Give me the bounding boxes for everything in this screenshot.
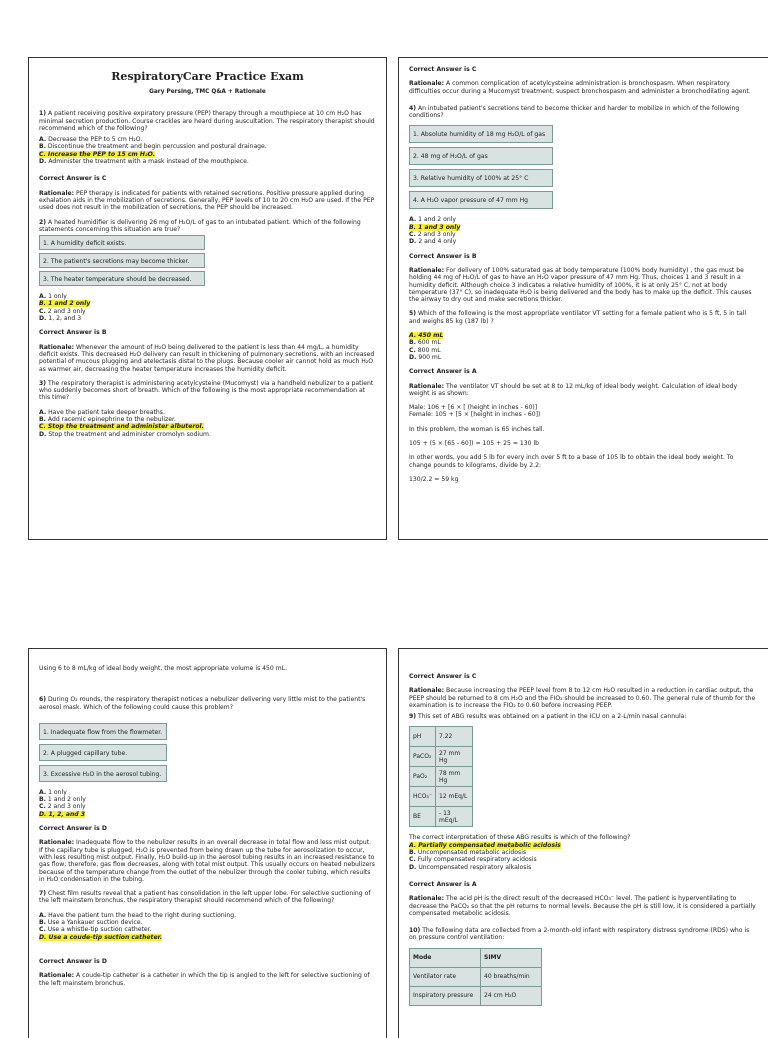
option-d-correct: D. Use a coude-tip suction catheter. bbox=[39, 933, 163, 941]
correct-answer: Correct Answer is C bbox=[409, 673, 477, 680]
option-b: B. 1 and 2 only bbox=[39, 796, 86, 804]
option-b: B. Discontinue the treatment and begin percussion and postural drainage. bbox=[39, 143, 267, 151]
abg-label: BE bbox=[410, 807, 436, 827]
vent-value: SIMV bbox=[481, 948, 542, 967]
question-6: 6) During O₂ rounds, the respiratory therapist notices a nebulizer delivering very little mist to the patient's aerosol mask. Which of the following could cause this problem? bbox=[39, 696, 366, 711]
option-a: A. 1 only bbox=[39, 293, 67, 301]
correct-answer: Correct Answer is A bbox=[409, 880, 477, 888]
abg-table bbox=[409, 726, 473, 827]
option-c: C. 2 and 3 only bbox=[39, 803, 86, 811]
option-d: D. Uncompensated respiratory alkalosis bbox=[409, 863, 532, 871]
abg-label: PaO₂ bbox=[410, 767, 436, 787]
table-row bbox=[410, 727, 473, 747]
abg-value: 78 mm Hg bbox=[436, 767, 473, 787]
option-b: B. Add racemic epinephrine to the nebulizer. bbox=[39, 416, 176, 424]
question-7: 7) Chest film results reveal that a patient has consolidation in the left upper lobe. For selective suctioning of the left mainstem bronchus, the respiratory therapist should recommend which of the following? bbox=[39, 890, 371, 905]
option-a: A. 1 only bbox=[39, 788, 67, 796]
abg-value: 7.22 bbox=[436, 727, 473, 747]
vent-value: 40 breaths/min bbox=[481, 967, 542, 986]
abg-label: HCO₃⁻ bbox=[410, 787, 436, 807]
statement-item: 3. Excessive H₂O in the aerosol tubing. bbox=[39, 765, 167, 782]
rationale: Rationale: Because increasing the PEEP level from 8 to 12 cm H₂O resulted in a reduction in cardiac output, the PEEP should be returned to 8 cm H₂O and the FIO₂ should be increased to 0.60. The general rule of thumb for the examination is to increase the FIO₂ to 0.60 before increasing PEEP. bbox=[409, 687, 756, 709]
correct-answer: Correct Answer is B bbox=[39, 329, 107, 337]
option-a-correct: A. Partially compensated metabolic acidosis bbox=[409, 841, 561, 849]
option-d: D. Administer the treatment with a mask instead of the mouthpiece. bbox=[39, 158, 249, 166]
option-c: C. Fully compensated respiratory acidosis bbox=[409, 856, 537, 864]
option-d: D. 900 mL bbox=[409, 353, 442, 361]
calc-formula: 105 + (5 × [65 - 60]) = 105 + 25 = 130 lb bbox=[409, 440, 540, 448]
option-d: D. 1, 2, and 3 bbox=[39, 315, 82, 323]
option-d-correct: D. 1, 2, and 3 bbox=[39, 810, 86, 818]
correct-answer: Correct Answer is C bbox=[409, 66, 477, 73]
abg-label: PaCO₂ bbox=[410, 747, 436, 767]
option-b: B. 600 mL bbox=[409, 339, 441, 347]
rationale: Rationale: For delivery of 100% saturated gas at body temperature (100% body humidity) , the gas must be holding 44 mg of H₂O/L of gas to have an H₂O vapor pressure of 47 mm Hg. Thus, choices 1 and 3 result in a humidity deficit. Although choice 3 indicates a relative humidity of 100%, it is at only 25° C, not at body temperature (37° C), so inadequate H₂O is being delivered and the body has to make up the deficit. This causes the airway to dry out and make secretions thicker. bbox=[409, 266, 752, 304]
statement-item: 4. A H₂O vapor pressure of 47 mm Hg bbox=[409, 191, 553, 209]
option-c-correct: C. Increase the PEP to 15 cm H₂O. bbox=[39, 150, 156, 158]
abg-label: pH bbox=[410, 727, 436, 747]
calc-text: In this problem, the woman is 65 inches tall. bbox=[409, 425, 545, 433]
option-b-correct: B. 1 and 3 only bbox=[409, 223, 461, 231]
question-10: 10) The following data are collected from a 2-month-old infant with respiratory distress syndrome (RDS) who is on pressure control ventilation: bbox=[409, 927, 750, 942]
option-b: B. Uncompensated metabolic acidosis bbox=[409, 849, 527, 857]
table-row bbox=[410, 767, 473, 787]
vent-label: Inspiratory pressure bbox=[410, 986, 481, 1005]
table-row bbox=[410, 948, 542, 967]
option-b: B. Use a Yankauer suction device. bbox=[39, 919, 143, 927]
abg-value: - 13 mEq/L bbox=[436, 807, 473, 827]
vent-label: Ventilator rate bbox=[410, 967, 481, 986]
statement-item: 2. A plugged capillary tube. bbox=[39, 744, 167, 761]
option-b-correct: B. 1 and 2 only bbox=[39, 300, 91, 308]
rationale: Rationale: A common complication of acetylcysteine administration is bronchospasm. When respiratory difficulties occur during a Mucomyst treatment, suspect bronchospasm and administer a bronchodilating agent. bbox=[409, 80, 751, 95]
intro-text: Using 6 to 8 mL/kg of ideal body weight, the most appropriate volume is 450 mL. bbox=[39, 665, 288, 672]
correct-answer: Correct Answer is B bbox=[409, 252, 477, 260]
table-row bbox=[410, 807, 473, 827]
option-c: C. Use a whistle-tip suction catheter. bbox=[39, 926, 152, 934]
rationale: Rationale: Whenever the amount of H₂O being delivered to the patient is less than 44 mg/L, a humidity deficit exists. This decreased H₂O delivery can result in thickening of pulmonary secretions, with an increased potential of mucous plugging and atelectasis distal to the plugs. Because cooler air cannot hold as much H₂O as warmer air, decreasing the heater temperature increases the humidity deficit. bbox=[39, 343, 375, 373]
correct-answer: Correct Answer is A bbox=[409, 368, 477, 376]
statement-item: 1. Inadequate flow from the flowmeter. bbox=[39, 723, 167, 740]
statement-item: 3. Relative humidity of 100% at 25° C bbox=[409, 169, 553, 187]
option-a: A. Decrease the PEP to 5 cm H₂O. bbox=[39, 136, 143, 144]
page-2 bbox=[398, 57, 768, 540]
table-row bbox=[410, 967, 542, 986]
question-1: 1) A patient receiving positive expiratory pressure (PEP) therapy through a mouthpiece at 10 cm H₂O has minimal secretion production. Course crackles are heard during auscultation. The respiratory therapist should recommend which of the following? bbox=[39, 110, 375, 132]
correct-answer: Correct Answer is D bbox=[39, 825, 107, 833]
table-row bbox=[410, 986, 542, 1005]
vent-label: Mode bbox=[410, 948, 481, 967]
page-1 bbox=[28, 57, 387, 540]
question-2: 2) A heated humidifier is delivering 26 mg of H₂O/L of gas to an intubated patient. Which of the following statements concerning this situation are true? bbox=[39, 218, 361, 233]
formula-male: Male: 106 + [6 × [ (height in inches - 60)] bbox=[409, 404, 538, 412]
statement-item: 2. 48 mg of H₂O/L of gas bbox=[409, 147, 553, 165]
page-4 bbox=[398, 648, 768, 1038]
statement-list bbox=[39, 723, 167, 782]
question-4: 4) An intubated patient's secretions tend to become thicker and harder to mobilize in which of the following conditions? bbox=[409, 104, 740, 120]
rationale: Rationale: The acid pH is the direct result of the decreased HCO₃⁻ level. The patient is hyperventilating to decrease the PaCO₂ so that the pH returns to normal levels. Because the pH is still low, it is considered a partially compensated metabolic acidosis. bbox=[409, 895, 756, 917]
statement-item: 1. A humidity deficit exists. bbox=[39, 235, 205, 250]
option-a: A. Have the patient take deeper breaths. bbox=[39, 408, 165, 416]
document-subtitle: Gary Persing, TMC Q&A + Rationale bbox=[149, 89, 266, 95]
vent-value: 24 cm H₂O bbox=[481, 986, 542, 1005]
question-5: 5) Which of the following is the most appropriate ventilator VT setting for a female patient who is 5 ft, 5 in tall and weighs 85 kg (187 lb) ? bbox=[409, 310, 747, 325]
rationale: Rationale: Inadequate flow to the nebulizer results in an overall decrease in total flow and less mist output. If the capillary tube is plugged, H₂O is prevented from being drawn up the tube for aerosolization to occur, with less resulting mist output. Finally, H₂O build-up in the aerosol tubing results in an increased resistance to gas flow; therefore, gas flow decreases, along with total mist output. This usually occurs on heated nebulizers because of the temperature change from the outlet of the nebulizer through the cooler tubing, which results in H₂O condensation in the tubing. bbox=[39, 839, 375, 883]
option-c: C. 800 mL bbox=[409, 346, 441, 354]
option-c: C. 2 and 3 only bbox=[409, 231, 456, 239]
rationale: Rationale: PEP therapy is indicated for patients with retained secretions. Positive pressure applied during exhalation aids in the mobilization of secretions. Generally, PEP levels of 10 to 20 cm H₂O are used. If the PEP used does not result in the mobilization of secretions, the PEP should be increased. bbox=[39, 189, 375, 212]
option-a: A. Have the patient turn the head to the right during suctioning. bbox=[39, 911, 237, 919]
option-c-correct: C. Stop the treatment and administer albuterol. bbox=[39, 423, 204, 431]
option-c: C. 2 and 3 only bbox=[39, 307, 86, 315]
abg-value: 12 mEq/L bbox=[436, 787, 473, 807]
correct-answer: Correct Answer is D bbox=[39, 957, 107, 965]
option-a: A. 1 and 2 only bbox=[409, 216, 457, 224]
abg-value: 27 mm Hg bbox=[436, 747, 473, 767]
statement-item: 1. Absolute humidity of 18 mg H₂O/L of gas bbox=[409, 125, 553, 143]
statement-list bbox=[409, 125, 553, 209]
option-d: D. Stop the treatment and administer cromolyn sodium. bbox=[39, 430, 211, 438]
option-d: D. 2 and 4 only bbox=[409, 238, 457, 246]
document-title: RespiratoryCare Practice Exam bbox=[111, 70, 304, 83]
statement-item: 2. The patient's secretions may become thicker. bbox=[39, 253, 205, 268]
statement-item: 3. The heater temperature should be decreased. bbox=[39, 271, 205, 286]
statement-list bbox=[39, 235, 205, 286]
correct-answer: Correct Answer is C bbox=[39, 175, 107, 183]
question-9: 9) This set of ABG results was obtained on a patient in the ICU on a 2-L/min nasal cannula: bbox=[409, 713, 687, 721]
option-a-correct: A. 450 mL bbox=[409, 332, 444, 340]
rationale: Rationale: The ventilator VT should be set at 8 to 12 mL/kg of ideal body weight. Calculation of ideal body weight is as shown: bbox=[409, 382, 738, 397]
question-3: 3) The respiratory therapist is administering acetylcysteine (Mucomyst) via a handheld nebulizer to a patient who suddenly becomes short of breath. Which of the following is the most appropriate recommendation at this time? bbox=[39, 379, 374, 402]
question-text: The correct interpretation of these ABG results is which of the following? bbox=[409, 834, 631, 842]
ventilator-table bbox=[409, 948, 542, 1006]
rationale: Rationale: A coude-tip catheter is a catheter in which the tip is angled to the left for selective suctioning of the left mainstem bronchus. bbox=[39, 972, 370, 987]
table-row bbox=[410, 747, 473, 767]
calc-text: In other words, you add 5 lb for every inch over 5 ft to a base of 105 lb to obtain the ideal body weight. To change pounds to kilograms, divide by 2.2: bbox=[409, 454, 734, 469]
calc-result: 130/2.2 = 59 kg bbox=[409, 475, 459, 483]
page-3 bbox=[28, 648, 387, 1038]
formula-female: Female: 105 + [5 × [height in inches - 60]) bbox=[409, 411, 541, 419]
table-row bbox=[410, 787, 473, 807]
